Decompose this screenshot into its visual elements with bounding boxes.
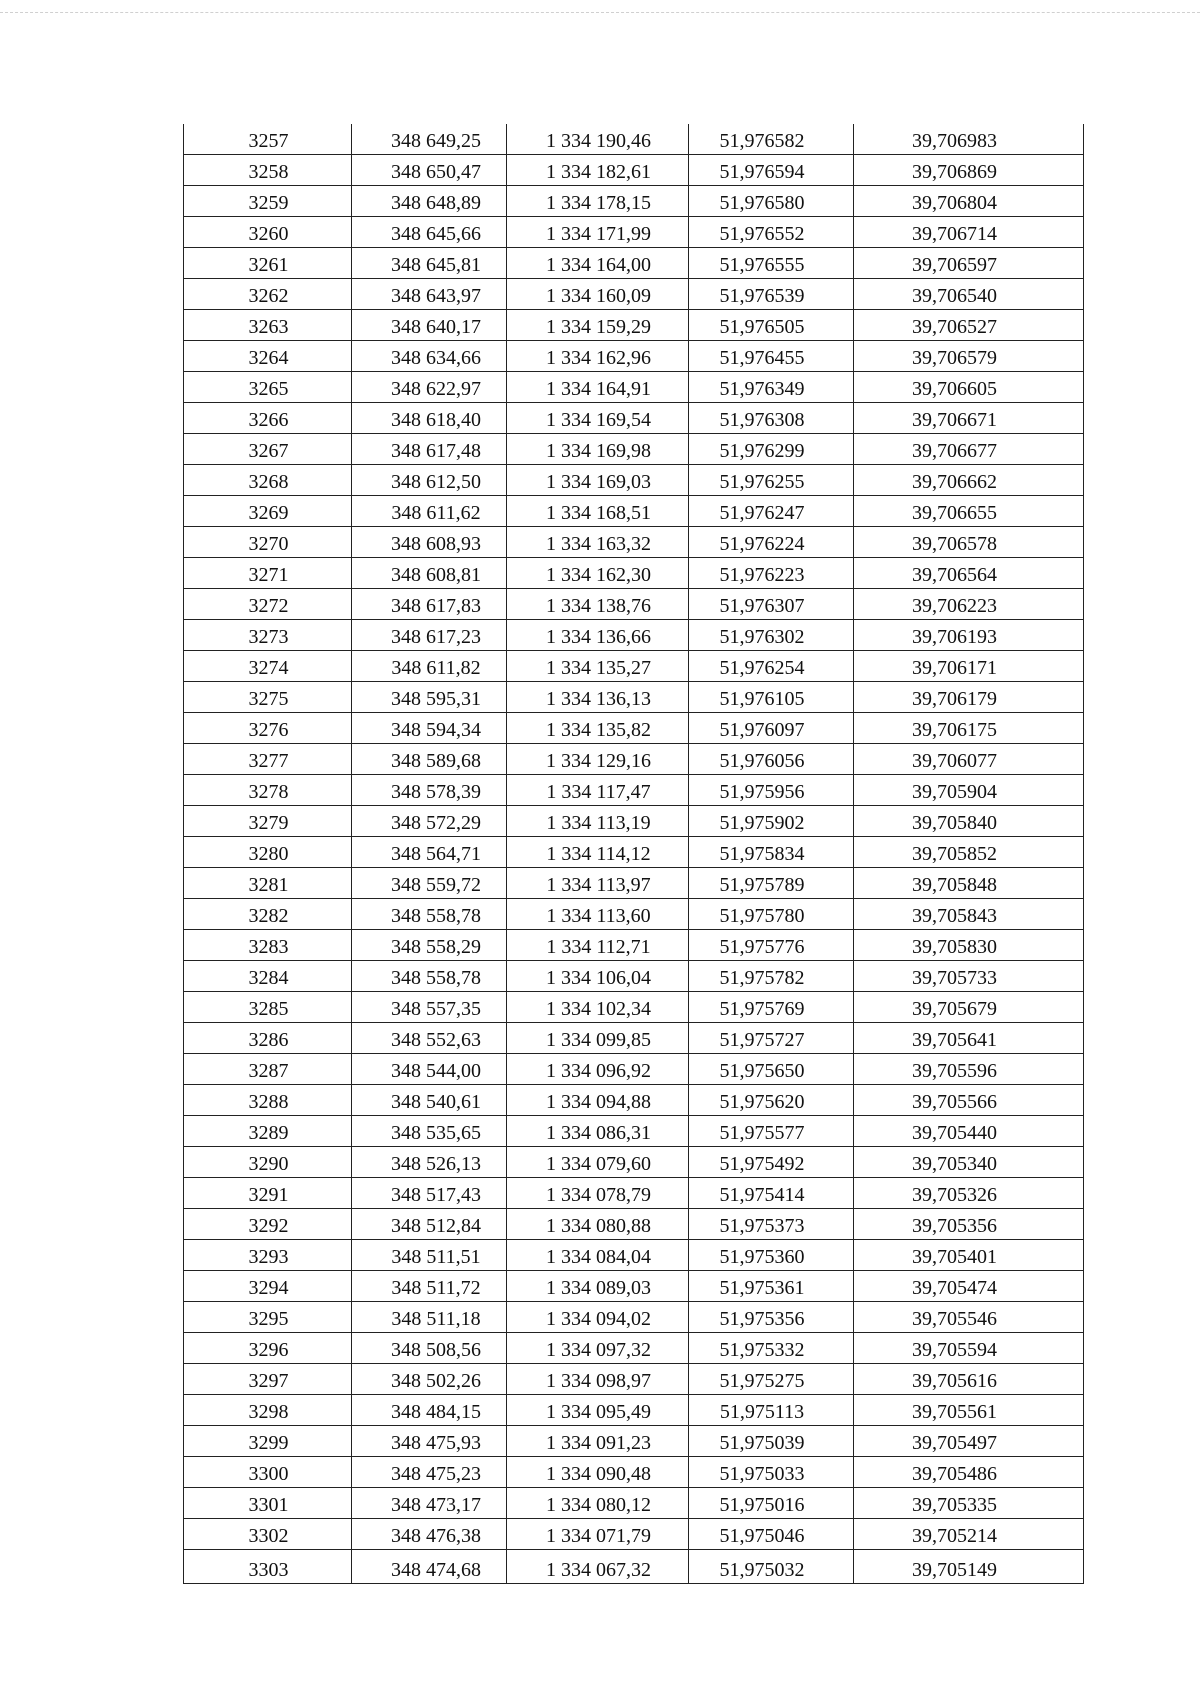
latitude-cell: 51,975780 [689, 899, 854, 930]
latitude-cell: 51,975373 [689, 1209, 854, 1240]
latitude-cell: 51,975039 [689, 1426, 854, 1457]
longitude-cell: 39,705561 [854, 1395, 1084, 1426]
longitude-cell: 39,705474 [854, 1271, 1084, 1302]
longitude-cell: 39,706578 [854, 527, 1084, 558]
longitude-cell: 39,705840 [854, 806, 1084, 837]
table-row [184, 217, 1084, 248]
longitude-cell: 39,706564 [854, 558, 1084, 589]
y-coordinate-cell: 1 334 182,61 [507, 155, 689, 186]
point-number-cell: 3293 [184, 1240, 352, 1271]
table-row [184, 155, 1084, 186]
y-coordinate-cell: 1 334 078,79 [507, 1178, 689, 1209]
x-coordinate-cell: 348 474,68 [352, 1550, 507, 1584]
latitude-cell: 51,975769 [689, 992, 854, 1023]
point-number-cell: 3261 [184, 248, 352, 279]
y-coordinate-cell: 1 334 163,32 [507, 527, 689, 558]
x-coordinate-cell: 348 517,43 [352, 1178, 507, 1209]
point-number-cell: 3278 [184, 775, 352, 806]
longitude-cell: 39,706579 [854, 341, 1084, 372]
table-row [184, 1178, 1084, 1209]
y-coordinate-cell: 1 334 169,03 [507, 465, 689, 496]
y-coordinate-cell: 1 334 129,16 [507, 744, 689, 775]
point-number-cell: 3296 [184, 1333, 352, 1364]
longitude-cell: 39,706527 [854, 310, 1084, 341]
point-number-cell: 3269 [184, 496, 352, 527]
x-coordinate-cell: 348 552,63 [352, 1023, 507, 1054]
y-coordinate-cell: 1 334 096,92 [507, 1054, 689, 1085]
latitude-cell: 51,975016 [689, 1488, 854, 1519]
table-row [184, 465, 1084, 496]
latitude-cell: 51,976255 [689, 465, 854, 496]
longitude-cell: 39,705401 [854, 1240, 1084, 1271]
point-number-cell: 3258 [184, 155, 352, 186]
y-coordinate-cell: 1 334 086,31 [507, 1116, 689, 1147]
table-row [184, 899, 1084, 930]
longitude-cell: 39,706540 [854, 279, 1084, 310]
y-coordinate-cell: 1 334 095,49 [507, 1395, 689, 1426]
latitude-cell: 51,975332 [689, 1333, 854, 1364]
point-number-cell: 3288 [184, 1085, 352, 1116]
y-coordinate-cell: 1 334 112,71 [507, 930, 689, 961]
longitude-cell: 39,705497 [854, 1426, 1084, 1457]
longitude-cell: 39,706179 [854, 682, 1084, 713]
table-row [184, 589, 1084, 620]
point-number-cell: 3291 [184, 1178, 352, 1209]
longitude-cell: 39,705596 [854, 1054, 1084, 1085]
y-coordinate-cell: 1 334 113,97 [507, 868, 689, 899]
x-coordinate-cell: 348 645,81 [352, 248, 507, 279]
point-number-cell: 3302 [184, 1519, 352, 1550]
latitude-cell: 51,975046 [689, 1519, 854, 1550]
x-coordinate-cell: 348 476,38 [352, 1519, 507, 1550]
y-coordinate-cell: 1 334 080,12 [507, 1488, 689, 1519]
x-coordinate-cell: 348 578,39 [352, 775, 507, 806]
latitude-cell: 51,976299 [689, 434, 854, 465]
longitude-cell: 39,705340 [854, 1147, 1084, 1178]
point-number-cell: 3260 [184, 217, 352, 248]
latitude-cell: 51,975360 [689, 1240, 854, 1271]
latitude-cell: 51,975727 [689, 1023, 854, 1054]
x-coordinate-cell: 348 557,35 [352, 992, 507, 1023]
table-row [184, 527, 1084, 558]
table-row [184, 1302, 1084, 1333]
table-row [184, 868, 1084, 899]
x-coordinate-cell: 348 640,17 [352, 310, 507, 341]
y-coordinate-cell: 1 334 097,32 [507, 1333, 689, 1364]
point-number-cell: 3298 [184, 1395, 352, 1426]
table-row [184, 961, 1084, 992]
x-coordinate-cell: 348 612,50 [352, 465, 507, 496]
y-coordinate-cell: 1 334 090,48 [507, 1457, 689, 1488]
longitude-cell: 39,705904 [854, 775, 1084, 806]
y-coordinate-cell: 1 334 190,46 [507, 124, 689, 155]
y-coordinate-cell: 1 334 080,88 [507, 1209, 689, 1240]
table-row [184, 434, 1084, 465]
y-coordinate-cell: 1 334 071,79 [507, 1519, 689, 1550]
x-coordinate-cell: 348 594,34 [352, 713, 507, 744]
x-coordinate-cell: 348 650,47 [352, 155, 507, 186]
point-number-cell: 3295 [184, 1302, 352, 1333]
point-number-cell: 3257 [184, 124, 352, 155]
y-coordinate-cell: 1 334 102,34 [507, 992, 689, 1023]
table-row [184, 744, 1084, 775]
point-number-cell: 3299 [184, 1426, 352, 1457]
longitude-cell: 39,705852 [854, 837, 1084, 868]
latitude-cell: 51,976247 [689, 496, 854, 527]
point-number-cell: 3289 [184, 1116, 352, 1147]
x-coordinate-cell: 348 648,89 [352, 186, 507, 217]
point-number-cell: 3282 [184, 899, 352, 930]
longitude-cell: 39,705733 [854, 961, 1084, 992]
table-row [184, 1333, 1084, 1364]
table-row [184, 837, 1084, 868]
table-row [184, 1488, 1084, 1519]
y-coordinate-cell: 1 334 135,82 [507, 713, 689, 744]
latitude-cell: 51,976223 [689, 558, 854, 589]
x-coordinate-cell: 348 611,62 [352, 496, 507, 527]
latitude-cell: 51,975361 [689, 1271, 854, 1302]
x-coordinate-cell: 348 511,18 [352, 1302, 507, 1333]
y-coordinate-cell: 1 334 162,96 [507, 341, 689, 372]
point-number-cell: 3277 [184, 744, 352, 775]
point-number-cell: 3270 [184, 527, 352, 558]
table-row [184, 1147, 1084, 1178]
latitude-cell: 51,975650 [689, 1054, 854, 1085]
point-number-cell: 3267 [184, 434, 352, 465]
x-coordinate-cell: 348 589,68 [352, 744, 507, 775]
latitude-cell: 51,975032 [689, 1550, 854, 1584]
point-number-cell: 3287 [184, 1054, 352, 1085]
latitude-cell: 51,976056 [689, 744, 854, 775]
latitude-cell: 51,975902 [689, 806, 854, 837]
longitude-cell: 39,706223 [854, 589, 1084, 620]
longitude-cell: 39,705326 [854, 1178, 1084, 1209]
scan-top-edge [0, 12, 1200, 13]
latitude-cell: 51,976594 [689, 155, 854, 186]
table-row [184, 1240, 1084, 1271]
latitude-cell: 51,976580 [689, 186, 854, 217]
table-row [184, 186, 1084, 217]
point-number-cell: 3275 [184, 682, 352, 713]
point-number-cell: 3294 [184, 1271, 352, 1302]
latitude-cell: 51,976582 [689, 124, 854, 155]
y-coordinate-cell: 1 334 135,27 [507, 651, 689, 682]
point-number-cell: 3285 [184, 992, 352, 1023]
y-coordinate-cell: 1 334 159,29 [507, 310, 689, 341]
y-coordinate-cell: 1 334 099,85 [507, 1023, 689, 1054]
x-coordinate-cell: 348 617,23 [352, 620, 507, 651]
point-number-cell: 3281 [184, 868, 352, 899]
latitude-cell: 51,976307 [689, 589, 854, 620]
point-number-cell: 3280 [184, 837, 352, 868]
y-coordinate-cell: 1 334 136,13 [507, 682, 689, 713]
point-number-cell: 3266 [184, 403, 352, 434]
y-coordinate-cell: 1 334 106,04 [507, 961, 689, 992]
x-coordinate-cell: 348 511,51 [352, 1240, 507, 1271]
y-coordinate-cell: 1 334 169,54 [507, 403, 689, 434]
table-row [184, 651, 1084, 682]
y-coordinate-cell: 1 334 113,19 [507, 806, 689, 837]
longitude-cell: 39,706714 [854, 217, 1084, 248]
y-coordinate-cell: 1 334 162,30 [507, 558, 689, 589]
latitude-cell: 51,976097 [689, 713, 854, 744]
table-row [184, 1426, 1084, 1457]
point-number-cell: 3290 [184, 1147, 352, 1178]
y-coordinate-cell: 1 334 117,47 [507, 775, 689, 806]
table-row [184, 682, 1084, 713]
x-coordinate-cell: 348 559,72 [352, 868, 507, 899]
y-coordinate-cell: 1 334 136,66 [507, 620, 689, 651]
longitude-cell: 39,706605 [854, 372, 1084, 403]
x-coordinate-cell: 348 634,66 [352, 341, 507, 372]
longitude-cell: 39,706193 [854, 620, 1084, 651]
table-row [184, 1271, 1084, 1302]
y-coordinate-cell: 1 334 084,04 [507, 1240, 689, 1271]
latitude-cell: 51,975033 [689, 1457, 854, 1488]
latitude-cell: 51,976552 [689, 217, 854, 248]
longitude-cell: 39,705440 [854, 1116, 1084, 1147]
table-row [184, 403, 1084, 434]
longitude-cell: 39,706171 [854, 651, 1084, 682]
longitude-cell: 39,705546 [854, 1302, 1084, 1333]
y-coordinate-cell: 1 334 178,15 [507, 186, 689, 217]
x-coordinate-cell: 348 473,17 [352, 1488, 507, 1519]
longitude-cell: 39,705594 [854, 1333, 1084, 1364]
y-coordinate-cell: 1 334 113,60 [507, 899, 689, 930]
latitude-cell: 51,976254 [689, 651, 854, 682]
latitude-cell: 51,975782 [689, 961, 854, 992]
latitude-cell: 51,976308 [689, 403, 854, 434]
x-coordinate-cell: 348 617,83 [352, 589, 507, 620]
coordinates-table-body [184, 124, 1084, 1584]
y-coordinate-cell: 1 334 114,12 [507, 837, 689, 868]
point-number-cell: 3283 [184, 930, 352, 961]
x-coordinate-cell: 348 475,93 [352, 1426, 507, 1457]
table-row [184, 930, 1084, 961]
x-coordinate-cell: 348 508,56 [352, 1333, 507, 1364]
latitude-cell: 51,975620 [689, 1085, 854, 1116]
table-row [184, 1457, 1084, 1488]
table-row [184, 124, 1084, 155]
x-coordinate-cell: 348 511,72 [352, 1271, 507, 1302]
latitude-cell: 51,975577 [689, 1116, 854, 1147]
point-number-cell: 3286 [184, 1023, 352, 1054]
y-coordinate-cell: 1 334 089,03 [507, 1271, 689, 1302]
x-coordinate-cell: 348 645,66 [352, 217, 507, 248]
table-row [184, 1519, 1084, 1550]
x-coordinate-cell: 348 526,13 [352, 1147, 507, 1178]
x-coordinate-cell: 348 595,31 [352, 682, 507, 713]
latitude-cell: 51,976349 [689, 372, 854, 403]
longitude-cell: 39,705356 [854, 1209, 1084, 1240]
table-row [184, 1023, 1084, 1054]
longitude-cell: 39,706677 [854, 434, 1084, 465]
point-number-cell: 3259 [184, 186, 352, 217]
x-coordinate-cell: 348 502,26 [352, 1364, 507, 1395]
longitude-cell: 39,705843 [854, 899, 1084, 930]
point-number-cell: 3273 [184, 620, 352, 651]
y-coordinate-cell: 1 334 160,09 [507, 279, 689, 310]
point-number-cell: 3284 [184, 961, 352, 992]
table-row [184, 279, 1084, 310]
point-number-cell: 3279 [184, 806, 352, 837]
table-row [184, 620, 1084, 651]
table-row [184, 1054, 1084, 1085]
latitude-cell: 51,976539 [689, 279, 854, 310]
y-coordinate-cell: 1 334 094,02 [507, 1302, 689, 1333]
latitude-cell: 51,976505 [689, 310, 854, 341]
longitude-cell: 39,705566 [854, 1085, 1084, 1116]
point-number-cell: 3264 [184, 341, 352, 372]
longitude-cell: 39,705830 [854, 930, 1084, 961]
y-coordinate-cell: 1 334 138,76 [507, 589, 689, 620]
x-coordinate-cell: 348 617,48 [352, 434, 507, 465]
table-row [184, 372, 1084, 403]
point-number-cell: 3274 [184, 651, 352, 682]
longitude-cell: 39,705679 [854, 992, 1084, 1023]
x-coordinate-cell: 348 608,81 [352, 558, 507, 589]
point-number-cell: 3292 [184, 1209, 352, 1240]
longitude-cell: 39,705149 [854, 1550, 1084, 1584]
x-coordinate-cell: 348 572,29 [352, 806, 507, 837]
x-coordinate-cell: 348 649,25 [352, 124, 507, 155]
latitude-cell: 51,976455 [689, 341, 854, 372]
x-coordinate-cell: 348 544,00 [352, 1054, 507, 1085]
table-row [184, 1364, 1084, 1395]
longitude-cell: 39,706077 [854, 744, 1084, 775]
y-coordinate-cell: 1 334 091,23 [507, 1426, 689, 1457]
coordinates-table [183, 124, 1084, 1584]
table-row [184, 248, 1084, 279]
y-coordinate-cell: 1 334 164,91 [507, 372, 689, 403]
longitude-cell: 39,706175 [854, 713, 1084, 744]
latitude-cell: 51,976224 [689, 527, 854, 558]
latitude-cell: 51,975834 [689, 837, 854, 868]
latitude-cell: 51,975789 [689, 868, 854, 899]
table-row [184, 713, 1084, 744]
y-coordinate-cell: 1 334 094,88 [507, 1085, 689, 1116]
point-number-cell: 3272 [184, 589, 352, 620]
x-coordinate-cell: 348 643,97 [352, 279, 507, 310]
y-coordinate-cell: 1 334 164,00 [507, 248, 689, 279]
longitude-cell: 39,705335 [854, 1488, 1084, 1519]
longitude-cell: 39,705214 [854, 1519, 1084, 1550]
point-number-cell: 3271 [184, 558, 352, 589]
point-number-cell: 3297 [184, 1364, 352, 1395]
table-row [184, 341, 1084, 372]
longitude-cell: 39,705486 [854, 1457, 1084, 1488]
x-coordinate-cell: 348 475,23 [352, 1457, 507, 1488]
longitude-cell: 39,705641 [854, 1023, 1084, 1054]
y-coordinate-cell: 1 334 067,32 [507, 1550, 689, 1584]
point-number-cell: 3301 [184, 1488, 352, 1519]
table-row [184, 1550, 1084, 1584]
x-coordinate-cell: 348 608,93 [352, 527, 507, 558]
latitude-cell: 51,975356 [689, 1302, 854, 1333]
table-row [184, 775, 1084, 806]
y-coordinate-cell: 1 334 168,51 [507, 496, 689, 527]
point-number-cell: 3300 [184, 1457, 352, 1488]
point-number-cell: 3276 [184, 713, 352, 744]
x-coordinate-cell: 348 512,84 [352, 1209, 507, 1240]
table-row [184, 1085, 1084, 1116]
x-coordinate-cell: 348 611,82 [352, 651, 507, 682]
point-number-cell: 3268 [184, 465, 352, 496]
x-coordinate-cell: 348 564,71 [352, 837, 507, 868]
table-row [184, 992, 1084, 1023]
latitude-cell: 51,976302 [689, 620, 854, 651]
table-row [184, 496, 1084, 527]
x-coordinate-cell: 348 535,65 [352, 1116, 507, 1147]
x-coordinate-cell: 348 558,29 [352, 930, 507, 961]
table-row [184, 310, 1084, 341]
longitude-cell: 39,705848 [854, 868, 1084, 899]
table-row [184, 1116, 1084, 1147]
y-coordinate-cell: 1 334 169,98 [507, 434, 689, 465]
latitude-cell: 51,975776 [689, 930, 854, 961]
x-coordinate-cell: 348 622,97 [352, 372, 507, 403]
table-row [184, 806, 1084, 837]
latitude-cell: 51,976105 [689, 682, 854, 713]
longitude-cell: 39,706983 [854, 124, 1084, 155]
x-coordinate-cell: 348 558,78 [352, 961, 507, 992]
latitude-cell: 51,975956 [689, 775, 854, 806]
latitude-cell: 51,975275 [689, 1364, 854, 1395]
longitude-cell: 39,706655 [854, 496, 1084, 527]
latitude-cell: 51,976555 [689, 248, 854, 279]
y-coordinate-cell: 1 334 098,97 [507, 1364, 689, 1395]
point-number-cell: 3263 [184, 310, 352, 341]
table-row [184, 558, 1084, 589]
longitude-cell: 39,706662 [854, 465, 1084, 496]
point-number-cell: 3265 [184, 372, 352, 403]
y-coordinate-cell: 1 334 079,60 [507, 1147, 689, 1178]
table-row [184, 1209, 1084, 1240]
point-number-cell: 3303 [184, 1550, 352, 1584]
table-row [184, 1395, 1084, 1426]
x-coordinate-cell: 348 618,40 [352, 403, 507, 434]
latitude-cell: 51,975492 [689, 1147, 854, 1178]
x-coordinate-cell: 348 540,61 [352, 1085, 507, 1116]
y-coordinate-cell: 1 334 171,99 [507, 217, 689, 248]
point-number-cell: 3262 [184, 279, 352, 310]
x-coordinate-cell: 348 558,78 [352, 899, 507, 930]
latitude-cell: 51,975113 [689, 1395, 854, 1426]
longitude-cell: 39,706671 [854, 403, 1084, 434]
longitude-cell: 39,706869 [854, 155, 1084, 186]
latitude-cell: 51,975414 [689, 1178, 854, 1209]
longitude-cell: 39,706804 [854, 186, 1084, 217]
x-coordinate-cell: 348 484,15 [352, 1395, 507, 1426]
longitude-cell: 39,705616 [854, 1364, 1084, 1395]
longitude-cell: 39,706597 [854, 248, 1084, 279]
